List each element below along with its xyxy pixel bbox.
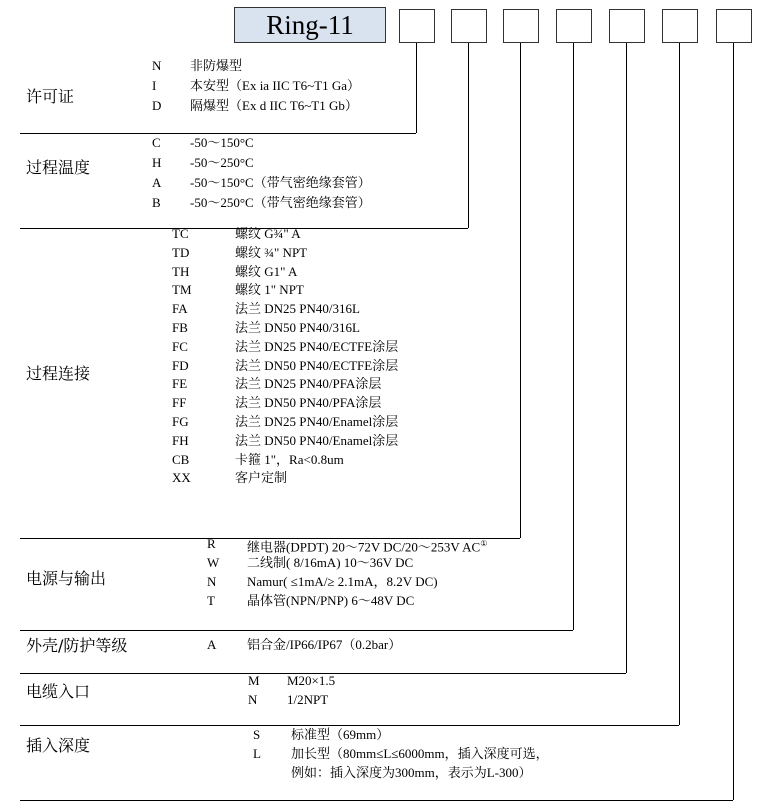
- option-description-text: 螺纹 1" NPT: [235, 282, 304, 298]
- section-divider-7: [20, 800, 733, 801]
- option-description: [235, 358, 398, 374]
- option-description-text: 螺纹 ¾" NPT: [235, 244, 308, 260]
- option-description-text: 法兰 DN50 PN40/ECTFE涂层: [235, 357, 399, 373]
- option-description-text: 法兰 DN50 PN40/PFA涂层: [235, 395, 382, 411]
- connector-vertical-6: [679, 43, 680, 725]
- option-description-text: 卡箍 1"，Ra<0.8um: [235, 451, 344, 467]
- code-position-box-7: [716, 9, 752, 43]
- option-code: H: [152, 155, 162, 170]
- option-description-text: 法兰 DN25 PN40/PFA涂层: [235, 376, 382, 392]
- option-code: FH: [172, 432, 189, 448]
- option-description: [291, 727, 389, 743]
- connector-vertical-3: [520, 43, 521, 538]
- option-description: [247, 574, 438, 590]
- option-description-text: 客户定制: [235, 470, 288, 486]
- option-description-text: 例如：插入深度为300mm，表示为L-300）: [291, 765, 532, 780]
- option-description: [287, 673, 335, 689]
- option-code: TC: [172, 226, 189, 241]
- option-description: [190, 135, 254, 151]
- option-description: [235, 376, 381, 392]
- option-description: [235, 320, 360, 336]
- option-code: XX: [172, 470, 191, 486]
- option-description-text: 螺纹 G1" A: [235, 263, 298, 279]
- option-description-text: Namur( ≤1mA/≥ 2.1mA，8.2V DC): [247, 574, 438, 589]
- option-description-text: 非防爆型: [190, 58, 243, 73]
- section-divider-1: [20, 133, 416, 134]
- option-code: T: [207, 593, 215, 608]
- option-code: D: [152, 98, 162, 113]
- option-description: [287, 692, 328, 708]
- option-code: CB: [172, 451, 190, 467]
- option-description-text: 1/2NPT: [287, 692, 329, 707]
- option-description: [235, 470, 287, 486]
- code-position-box-6: [662, 9, 698, 43]
- option-code: FD: [172, 357, 189, 373]
- code-position-box-3: [503, 9, 539, 43]
- option-code: FF: [172, 395, 187, 411]
- connector-vertical-4: [573, 43, 574, 630]
- option-description: [235, 245, 307, 261]
- option-description-text: 标准型（69mm）: [291, 727, 390, 742]
- code-position-box-2: [451, 9, 487, 43]
- option-description-text: -50～250°C（带气密绝缘套管）: [190, 195, 371, 210]
- option-description-text: 法兰 DN25 PN40/Enamel涂层: [235, 414, 399, 429]
- option-description: [190, 195, 371, 211]
- section-title: 过程温度: [26, 158, 91, 177]
- option-code: C: [152, 135, 161, 150]
- option-code: W: [207, 555, 220, 570]
- option-description: [235, 414, 398, 430]
- option-code: S: [253, 727, 261, 742]
- section-title: 外壳/防护等级: [26, 636, 128, 655]
- option-code: N: [207, 574, 217, 589]
- option-code: FA: [172, 301, 188, 317]
- option-code: N: [152, 58, 162, 73]
- option-description-text: 法兰 DN25 PN40/ECTFE涂层: [235, 338, 399, 354]
- section-divider-6: [20, 725, 679, 726]
- option-code: N: [248, 692, 258, 707]
- section-title: 电源与输出: [26, 569, 107, 588]
- option-description: [190, 78, 360, 94]
- option-description-text: 法兰 DN50 PN40/316L: [235, 320, 360, 335]
- option-description-text: 加长型（80mm≤L≤6000mm，插入深度可选，: [291, 746, 549, 761]
- option-description: [291, 746, 549, 762]
- code-position-box-5: [609, 9, 645, 43]
- option-description-text: 本安型（Ex ia IIC T6~T1 Ga）: [190, 78, 360, 93]
- footnote-marker: ①: [480, 539, 488, 548]
- section-title: 电缆入口: [26, 682, 91, 701]
- option-code: FC: [172, 338, 188, 354]
- option-description: [247, 555, 413, 571]
- option-description: [235, 264, 297, 280]
- option-code: FB: [172, 320, 188, 335]
- model-code-box: Ring-11: [234, 7, 386, 43]
- option-description: [235, 339, 398, 355]
- option-description: [291, 765, 532, 781]
- option-code: A: [207, 637, 217, 652]
- option-description: [235, 395, 381, 411]
- option-code: R: [207, 536, 216, 551]
- option-description-text: 螺纹 G¾" A: [235, 226, 301, 241]
- option-description-text: 晶体管(NPN/PNP) 6～48V DC: [247, 593, 415, 608]
- option-description: [235, 301, 360, 317]
- option-description-text: M20×1.5: [287, 673, 336, 688]
- option-description-text: -50～250°C: [190, 155, 254, 170]
- option-description-text: 法兰 DN25 PN40/316L: [235, 301, 360, 317]
- option-description-text: 继电器(DPDT) 20～72V DC/20～253V AC: [247, 539, 481, 555]
- option-description-text: -50～150°C: [190, 135, 254, 150]
- option-code: M: [248, 673, 260, 688]
- option-description: [235, 433, 398, 449]
- option-description-text: 法兰 DN50 PN40/Enamel涂层: [235, 432, 399, 448]
- connector-vertical-5: [626, 43, 627, 673]
- section-divider-4: [20, 630, 573, 631]
- option-description: [235, 282, 304, 298]
- option-description-text: -50～150°C（带气密绝缘套管）: [190, 175, 371, 190]
- option-code: TM: [172, 282, 192, 298]
- option-description-text: 隔爆型（Ex d IIC T6~T1 Gb）: [190, 98, 358, 113]
- option-description-text: 二线制( 8/16mA) 10～36V DC: [247, 555, 414, 570]
- option-code: TH: [172, 263, 190, 279]
- option-code: TD: [172, 244, 190, 260]
- section-title: 插入深度: [26, 736, 91, 755]
- option-code: L: [253, 746, 261, 761]
- option-description: [190, 155, 254, 171]
- option-description: [190, 175, 371, 191]
- connector-vertical-2: [468, 43, 469, 228]
- connector-vertical-1: [416, 43, 417, 133]
- option-code: FE: [172, 376, 188, 392]
- code-position-box-1: [399, 9, 435, 43]
- option-description: [247, 593, 414, 609]
- option-description-text: 铝合金/IP66/IP67（0.2bar）: [247, 637, 402, 652]
- option-description: [235, 226, 301, 242]
- option-code: A: [152, 175, 162, 190]
- option-code: B: [152, 195, 161, 210]
- section-title: 许可证: [26, 87, 75, 106]
- option-code: I: [152, 78, 157, 93]
- option-code: FG: [172, 414, 189, 429]
- connector-vertical-7: [733, 43, 734, 800]
- code-position-box-4: [556, 9, 592, 43]
- option-description: [247, 637, 401, 653]
- option-description: [190, 98, 358, 114]
- section-title: 过程连接: [26, 364, 91, 383]
- option-description: [235, 452, 344, 468]
- option-description: [190, 58, 242, 74]
- option-description: [247, 536, 487, 555]
